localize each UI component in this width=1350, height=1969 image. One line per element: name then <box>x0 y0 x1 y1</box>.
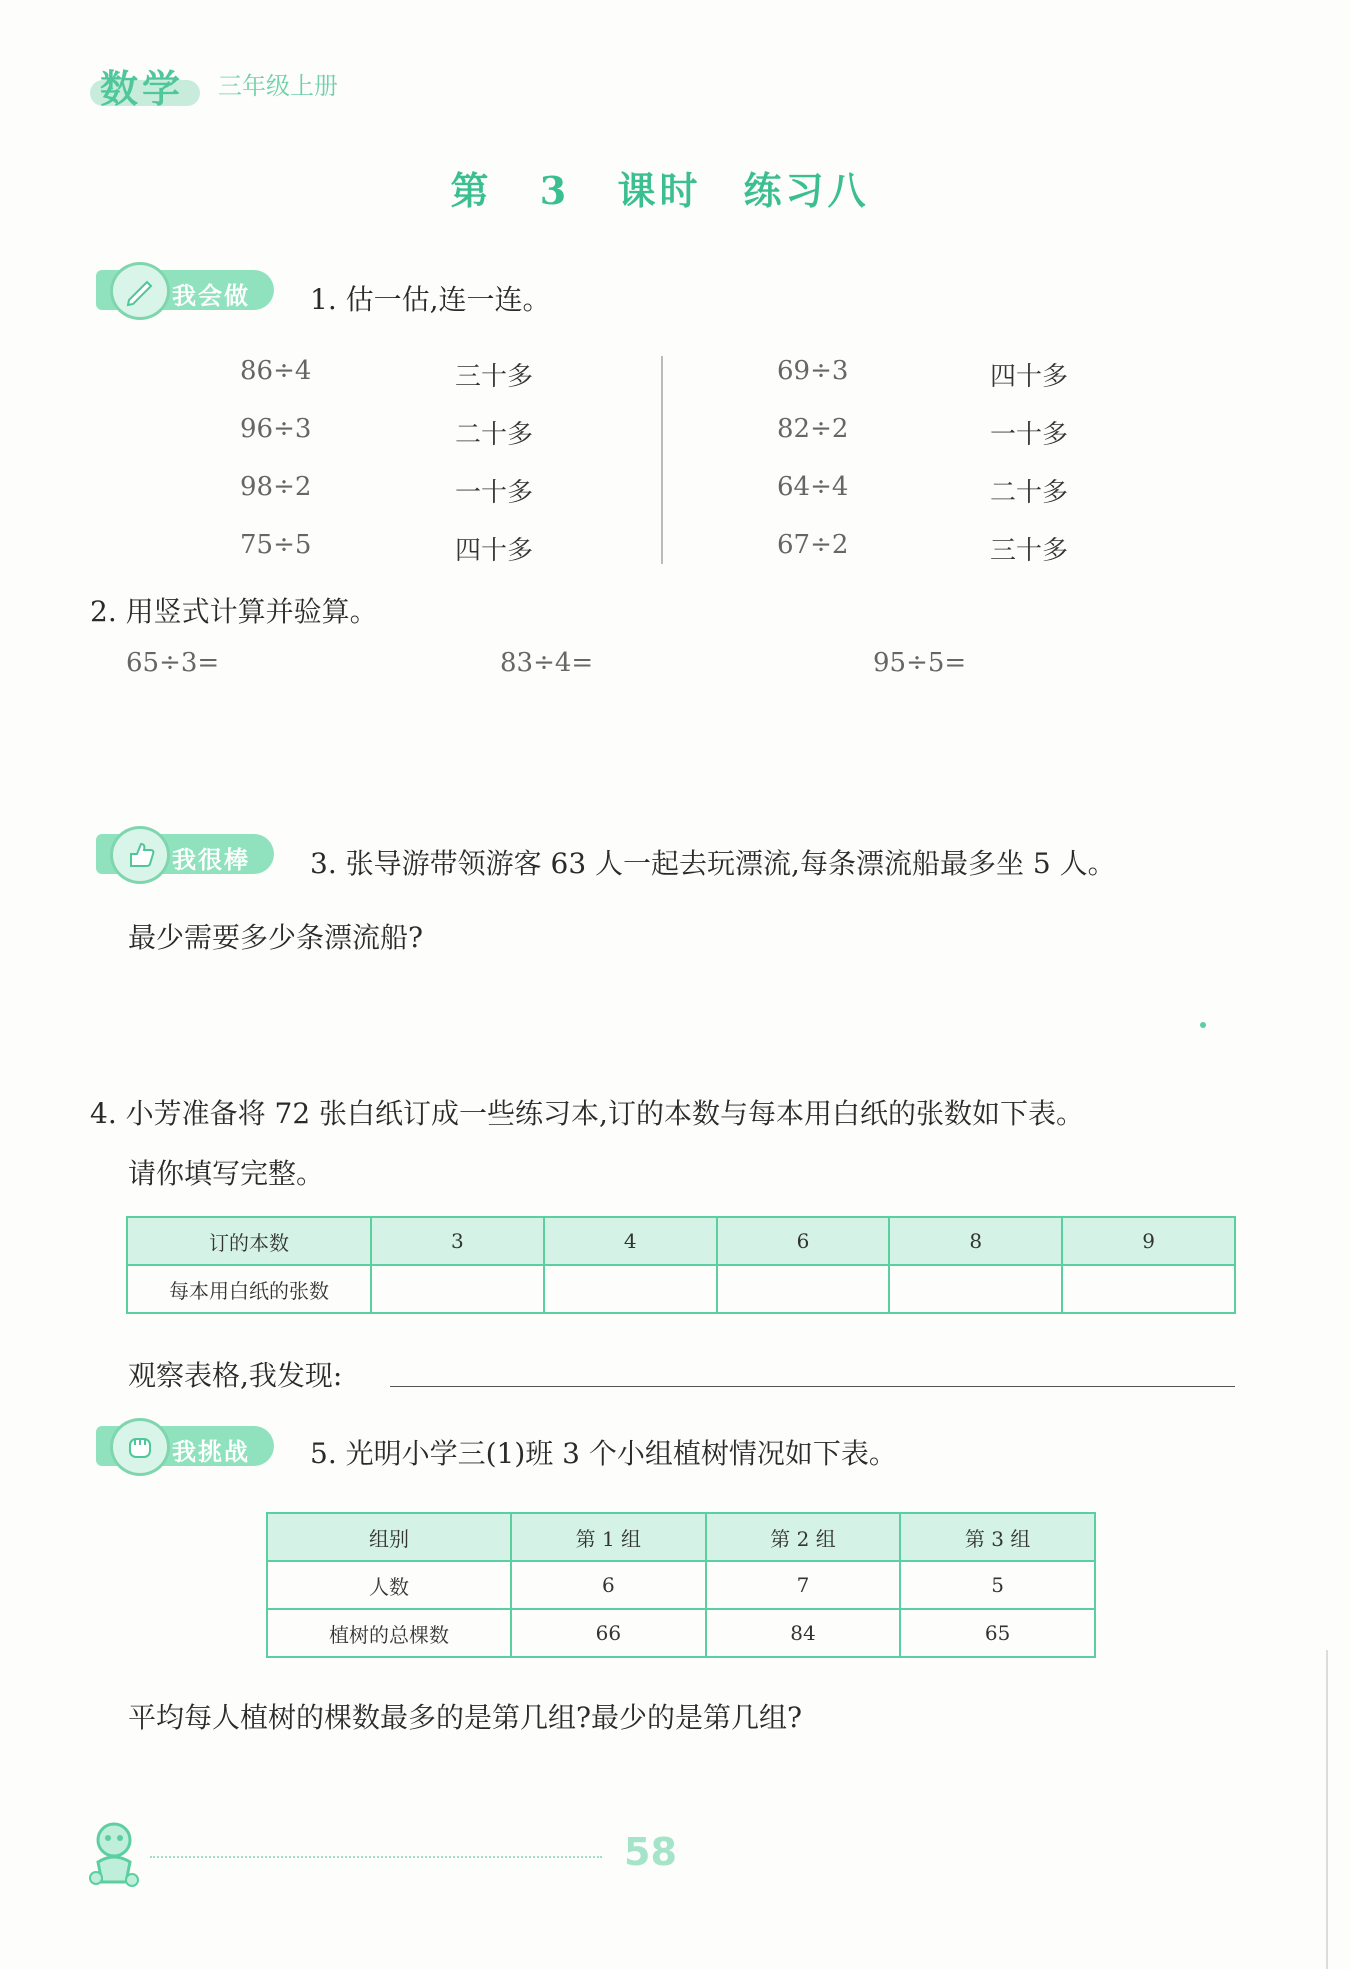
stray-dot <box>1200 1022 1206 1028</box>
q1-right-expr: 64÷4 <box>777 472 849 502</box>
q2-expr: 95÷5= <box>873 648 967 678</box>
footer-line <box>150 1856 602 1858</box>
page-edge <box>1326 1650 1328 1969</box>
q1-left-estimate[interactable]: 二十多 <box>455 420 534 450</box>
q5-header: 第 1 组 <box>511 1513 706 1561</box>
q1-left-estimate[interactable]: 三十多 <box>455 362 534 392</box>
q1-left-estimate[interactable]: 一十多 <box>455 478 534 508</box>
thumbs-up-icon <box>110 826 170 884</box>
q2-expr: 83÷4= <box>500 648 594 678</box>
q1-right-expr: 82÷2 <box>777 414 849 444</box>
q5-people-label: 人数 <box>267 1561 511 1609</box>
q2-text: 2. 用竖式计算并验算。 <box>90 595 378 628</box>
badge-challenge: 我挑战 <box>96 1418 274 1466</box>
q4-answer-cell[interactable] <box>717 1265 890 1313</box>
q4-text2: 请你填写完整。 <box>128 1157 325 1190</box>
q5-people-cell: 6 <box>511 1561 706 1609</box>
q3-text2: 最少需要多少条漂流船? <box>128 921 424 954</box>
q4-books-cell: 9 <box>1062 1217 1235 1265</box>
mascot-icon <box>84 1818 148 1894</box>
q1-left-expr: 96÷3 <box>240 414 312 444</box>
q5-trees-label: 植树的总棵数 <box>267 1609 511 1657</box>
q5-people-cell: 7 <box>706 1561 901 1609</box>
q1-left-estimate[interactable]: 四十多 <box>455 536 534 566</box>
q1-right-expr: 69÷3 <box>777 356 849 386</box>
q4-answer-cell[interactable] <box>371 1265 544 1313</box>
pencil-icon <box>110 262 170 320</box>
q1-text: 1. 估一估,连一连。 <box>310 283 551 316</box>
q4-books-cell: 6 <box>717 1217 890 1265</box>
q1-right-expr: 67÷2 <box>777 530 849 560</box>
q5-header: 组别 <box>267 1513 511 1561</box>
column-divider <box>661 356 663 564</box>
q4-text: 4. 小芳准备将 72 张白纸订成一些练习本,订的本数与每本用白纸的张数如下表。 <box>90 1097 1084 1130</box>
q2-expr: 65÷3= <box>126 648 220 678</box>
q5-question: 平均每人植树的棵数最多的是第几组?最少的是第几组? <box>128 1701 803 1734</box>
q4-observe: 观察表格,我发现: <box>128 1359 343 1392</box>
q4-row1-label: 订的本数 <box>127 1217 371 1265</box>
badge-great: 我很棒 <box>96 826 274 874</box>
q5-trees-cell: 84 <box>706 1609 901 1657</box>
grade-label: 三年级上册 <box>218 72 338 100</box>
q5-people-cell: 5 <box>900 1561 1095 1609</box>
page-number: 58 <box>624 1830 677 1874</box>
q4-row2-label: 每本用白纸的张数 <box>127 1265 371 1313</box>
q4-answer-cell[interactable] <box>544 1265 717 1313</box>
q5-trees-cell: 66 <box>511 1609 706 1657</box>
q4-books-cell: 4 <box>544 1217 717 1265</box>
q1-right-estimate[interactable]: 三十多 <box>990 536 1069 566</box>
q4-books-cell: 3 <box>371 1217 544 1265</box>
fist-icon <box>110 1418 170 1476</box>
q1-left-expr: 75÷5 <box>240 530 312 560</box>
answer-line[interactable] <box>390 1386 1235 1387</box>
badge-can-do: 我会做 <box>96 262 274 310</box>
q1-right-estimate[interactable]: 四十多 <box>990 362 1069 392</box>
q3-text: 3. 张导游带领游客 63 人一起去玩漂流,每条漂流船最多坐 5 人。 <box>310 847 1116 880</box>
q1-left-expr: 86÷4 <box>240 356 312 386</box>
q5-header: 第 3 组 <box>900 1513 1095 1561</box>
q4-answer-cell[interactable] <box>1062 1265 1235 1313</box>
q5-header: 第 2 组 <box>706 1513 901 1561</box>
q4-table <box>126 1216 1236 1314</box>
q1-right-estimate[interactable]: 一十多 <box>990 420 1069 450</box>
lesson-title: 第 3 课时 练习八 <box>450 168 870 213</box>
q4-answer-cell[interactable] <box>889 1265 1062 1313</box>
subject-label: 数学 <box>100 67 185 111</box>
q1-right-estimate[interactable]: 二十多 <box>990 478 1069 508</box>
q4-books-cell: 8 <box>889 1217 1062 1265</box>
q5-trees-cell: 65 <box>900 1609 1095 1657</box>
q5-table <box>266 1512 1096 1658</box>
q5-text: 5. 光明小学三(1)班 3 个小组植树情况如下表。 <box>310 1437 897 1470</box>
q1-left-expr: 98÷2 <box>240 472 312 502</box>
